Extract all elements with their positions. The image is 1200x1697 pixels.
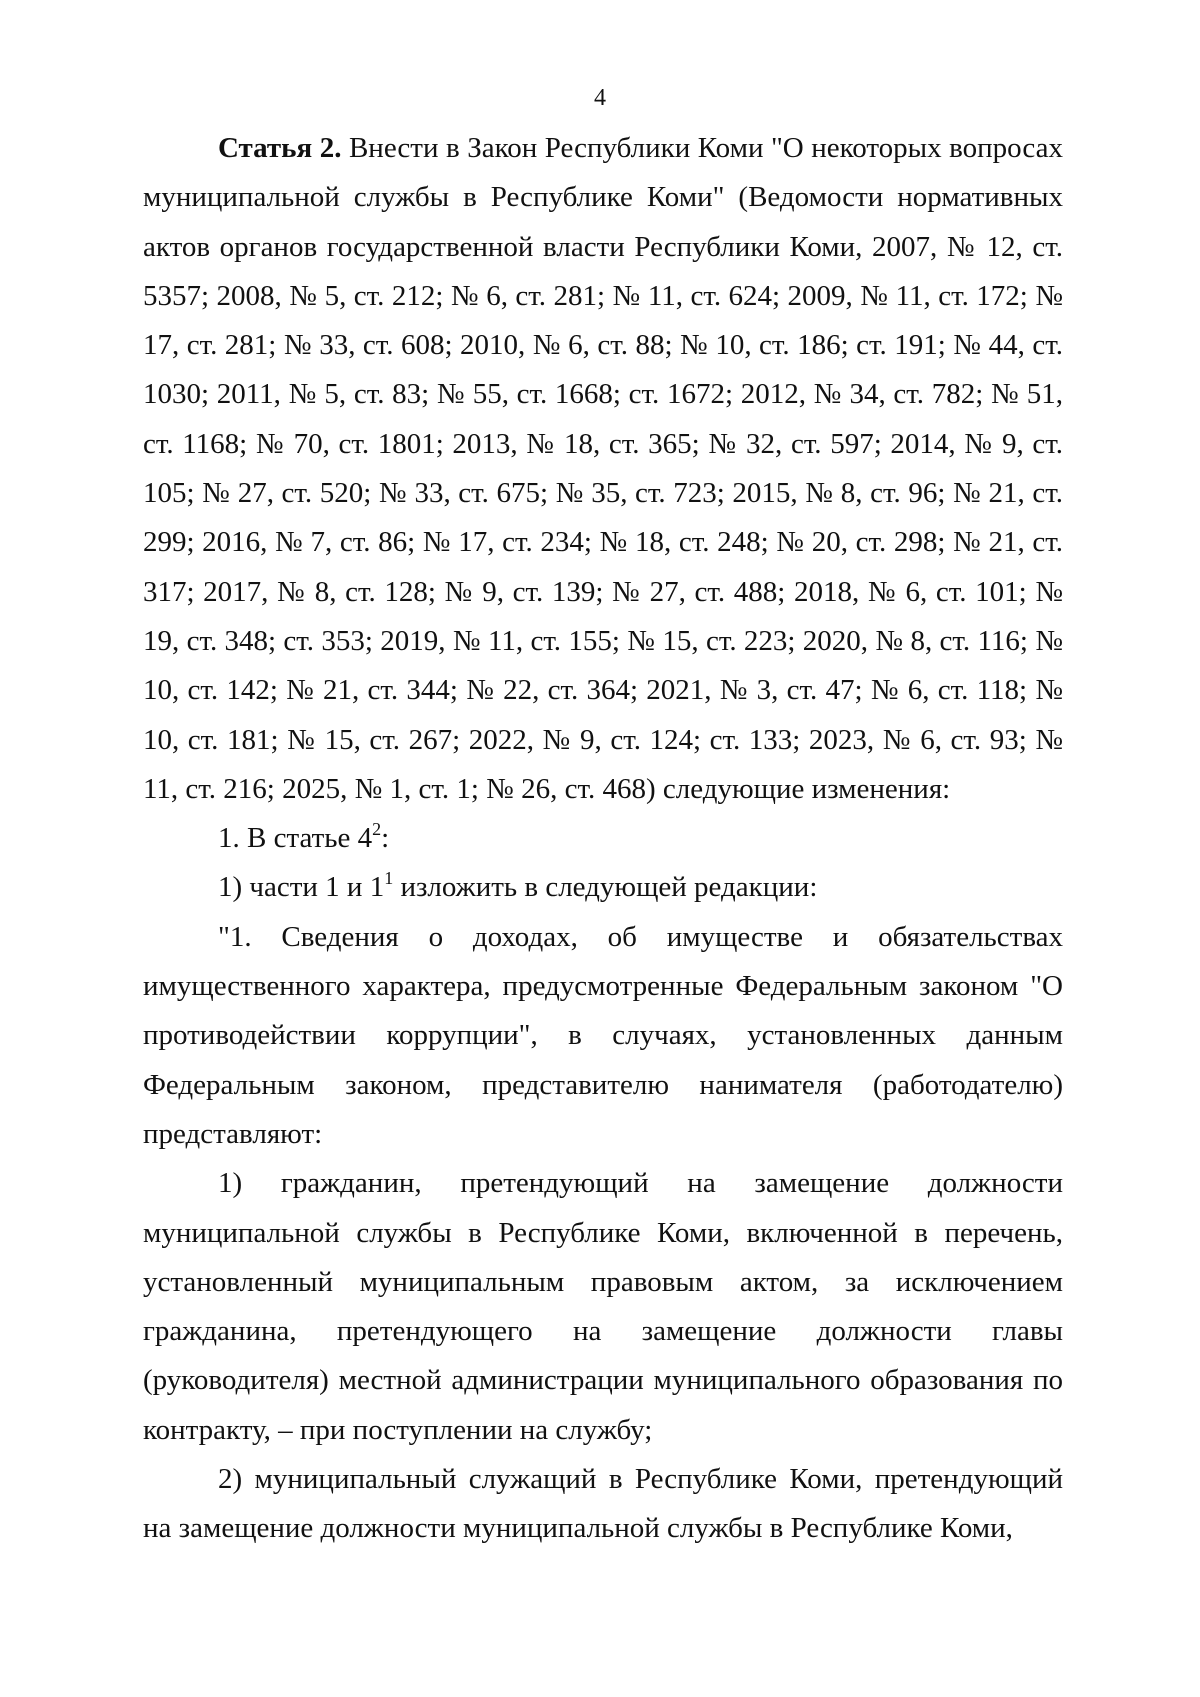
page-number: 4 <box>594 85 606 111</box>
document-body <box>143 124 1063 1554</box>
item-1-text: 1. В статье 4 <box>218 822 373 855</box>
item-1 <box>143 814 1063 863</box>
list-item: 2) муниципальный служащий в Республике Коми, претендующий на замещение должности муниципальной службы в Республике Коми, <box>143 1463 1063 1545</box>
subitem-1 <box>143 863 1063 912</box>
item-1-superscript: 2 <box>372 818 382 839</box>
item-1-tail: : <box>381 822 390 855</box>
article-intro: Внести в Закон Республики Коми "О некоторых вопросах муниципальной службы в Республике Коми" (Ведомости нормативных актов органов государственной власти Республики Коми, 2007, № 12, ст. 5357; 2008, № 5, ст. 212; № 6, ст. 281; № 11, ст. 624; 2009, № 11, ст. 172; № 17, ст. 281; № 33, ст. 608; 2010, № 6, ст. 88; № 10, ст. 186; ст. 191; № 44, ст. 1030; 2011, № 5, ст. 83; № 55, ст. 1668; ст. 1672; 2012, № 34, ст. 782; № 51, ст. 1168; № 70, ст. 1801; 2013, № 18, ст. 365; № 32, ст. 597; 2014, № 9, ст. 105; № 27, ст. 520; № 33, ст. 675; № 35, ст. 723; 2015, № 8, ст. 96; № 21, ст. 299; 2016, № 7, ст. 86; № 17, ст. 234; № 18, ст. 248; № 20, ст. 298; № 21, ст. 317; 2017, № 8, ст. 128; № 9, ст. 139; № 27, ст. 488; 2018, № 6, ст. 101; № 19, ст. 348; ст. 353; 2019, № 11, ст. 155; № 15, ст. 223; 2020, № 8, ст. 116; № 10, ст. 142; № 21, ст. 344; № 22, ст. 364; 2021, № 3, ст. 47; № 6, ст. 118; № 10, ст. 181; № 15, ст. 267; 2022, № 9, ст. 124; ст. 133; 2023, № 6, ст. 93; № 11, ст. 216; 2025, № 1, ст. 1; № 26, ст. 468) следующие изменения: <box>143 132 1064 805</box>
subitem-1-superscript: 1 <box>384 867 394 888</box>
quoted-paragraph: "1. Сведения о доходах, об имуществе и обязательствах имущественного характера, предусмотренные Федеральным законом "О противодействии коррупции", в случаях, установленных данным Федеральным законом, представителю нанимателя (работодателю) представляют: <box>143 920 1063 1150</box>
list-item: 1) гражданин, претендующий на замещение должности муниципальной службы в Республике Коми, включенной в перечень, установленный муниципальным правовым актом, за исключением гражданина, претендующего на замещение должности главы (руководителя) местной администрации муниципального образования по контракту, – при поступлении на службу; <box>143 1167 1063 1446</box>
article-paragraph <box>143 124 1063 814</box>
subitem-1-tail: изложить в следующей редакции: <box>393 871 818 904</box>
article-heading: Статья 2. <box>218 132 342 164</box>
subitem-1-text: 1) части 1 и 1 <box>218 871 385 904</box>
